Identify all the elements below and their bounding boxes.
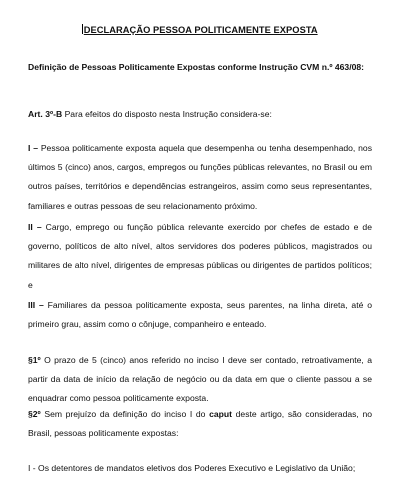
paragraph-2-label: §2º [28,409,41,419]
paragraph-2 [28,405,372,443]
item-i-label: I – [28,143,38,153]
item-iii-text: Familiares da pessoa politicamente exposta, seus parentes, na linha direta, até o primeiro grau, assim como o cônjuge, companheiro e enteado. [28,300,372,330]
item-ii-paragraph [28,218,372,295]
article-text: Para efeitos do disposto nesta Instrução considera-se: [62,109,272,119]
paragraph-2-text-before: Sem prejuízo da definição do inciso I do [40,409,210,419]
document-title: DECLARAÇÃO PESSOA POLITICAMENTE EXPOSTA [83,25,318,35]
item-i-text: Pessoa politicamente exposta aquela que desempenha ou tenha desempenhado, nos últimos 5 (cinco) anos, cargos, empregos ou funções públicas relevantes, no Brasil ou em outros países, territórios e dependências estrangeiros, assim como seus representantes, familiares e outras pessoas de seu relacionamento próximo. [28,143,373,211]
item-ii-label: II – [28,222,42,232]
list-item: I - Os detentores de mandatos eletivos dos Poderes Executivo e Legislativo da União; [28,463,356,473]
paragraph-1-text: O prazo de 5 (cinco) anos referido no inciso I deve ser contado, retroativamente, a partir da data de início da relação de negócio ou da data em que o cliente passou a se enquadrar como pessoa politicamente exposta. [28,355,372,404]
item-iii-paragraph [28,296,372,334]
item-ii-text: Cargo, emprego ou função pública relevante exercido por chefes de estado e de governo, políticos de alto nível, altos servidores dos poderes públicos, magistrados ou militares de alto nível, dirigentes de empresas públicas ou dirigentes de partidos políticos; e [28,222,372,290]
document-title-line [0,24,400,35]
article-paragraph [28,105,372,124]
article-label: Art. 3º-B [28,109,63,119]
definition-heading: Definição de Pessoas Politicamente Expostas conforme Instrução CVM n.º 463/08: [28,62,365,72]
paragraph-1 [28,351,372,409]
item-i-paragraph [28,139,372,216]
paragraph-2-text-after: deste artigo, são consideradas, no Brasil, pessoas politicamente expostas: [28,409,373,439]
paragraph-1-label: §1º [28,355,41,365]
item-iii-label: III – [28,300,44,310]
caput-term: caput [209,409,233,419]
